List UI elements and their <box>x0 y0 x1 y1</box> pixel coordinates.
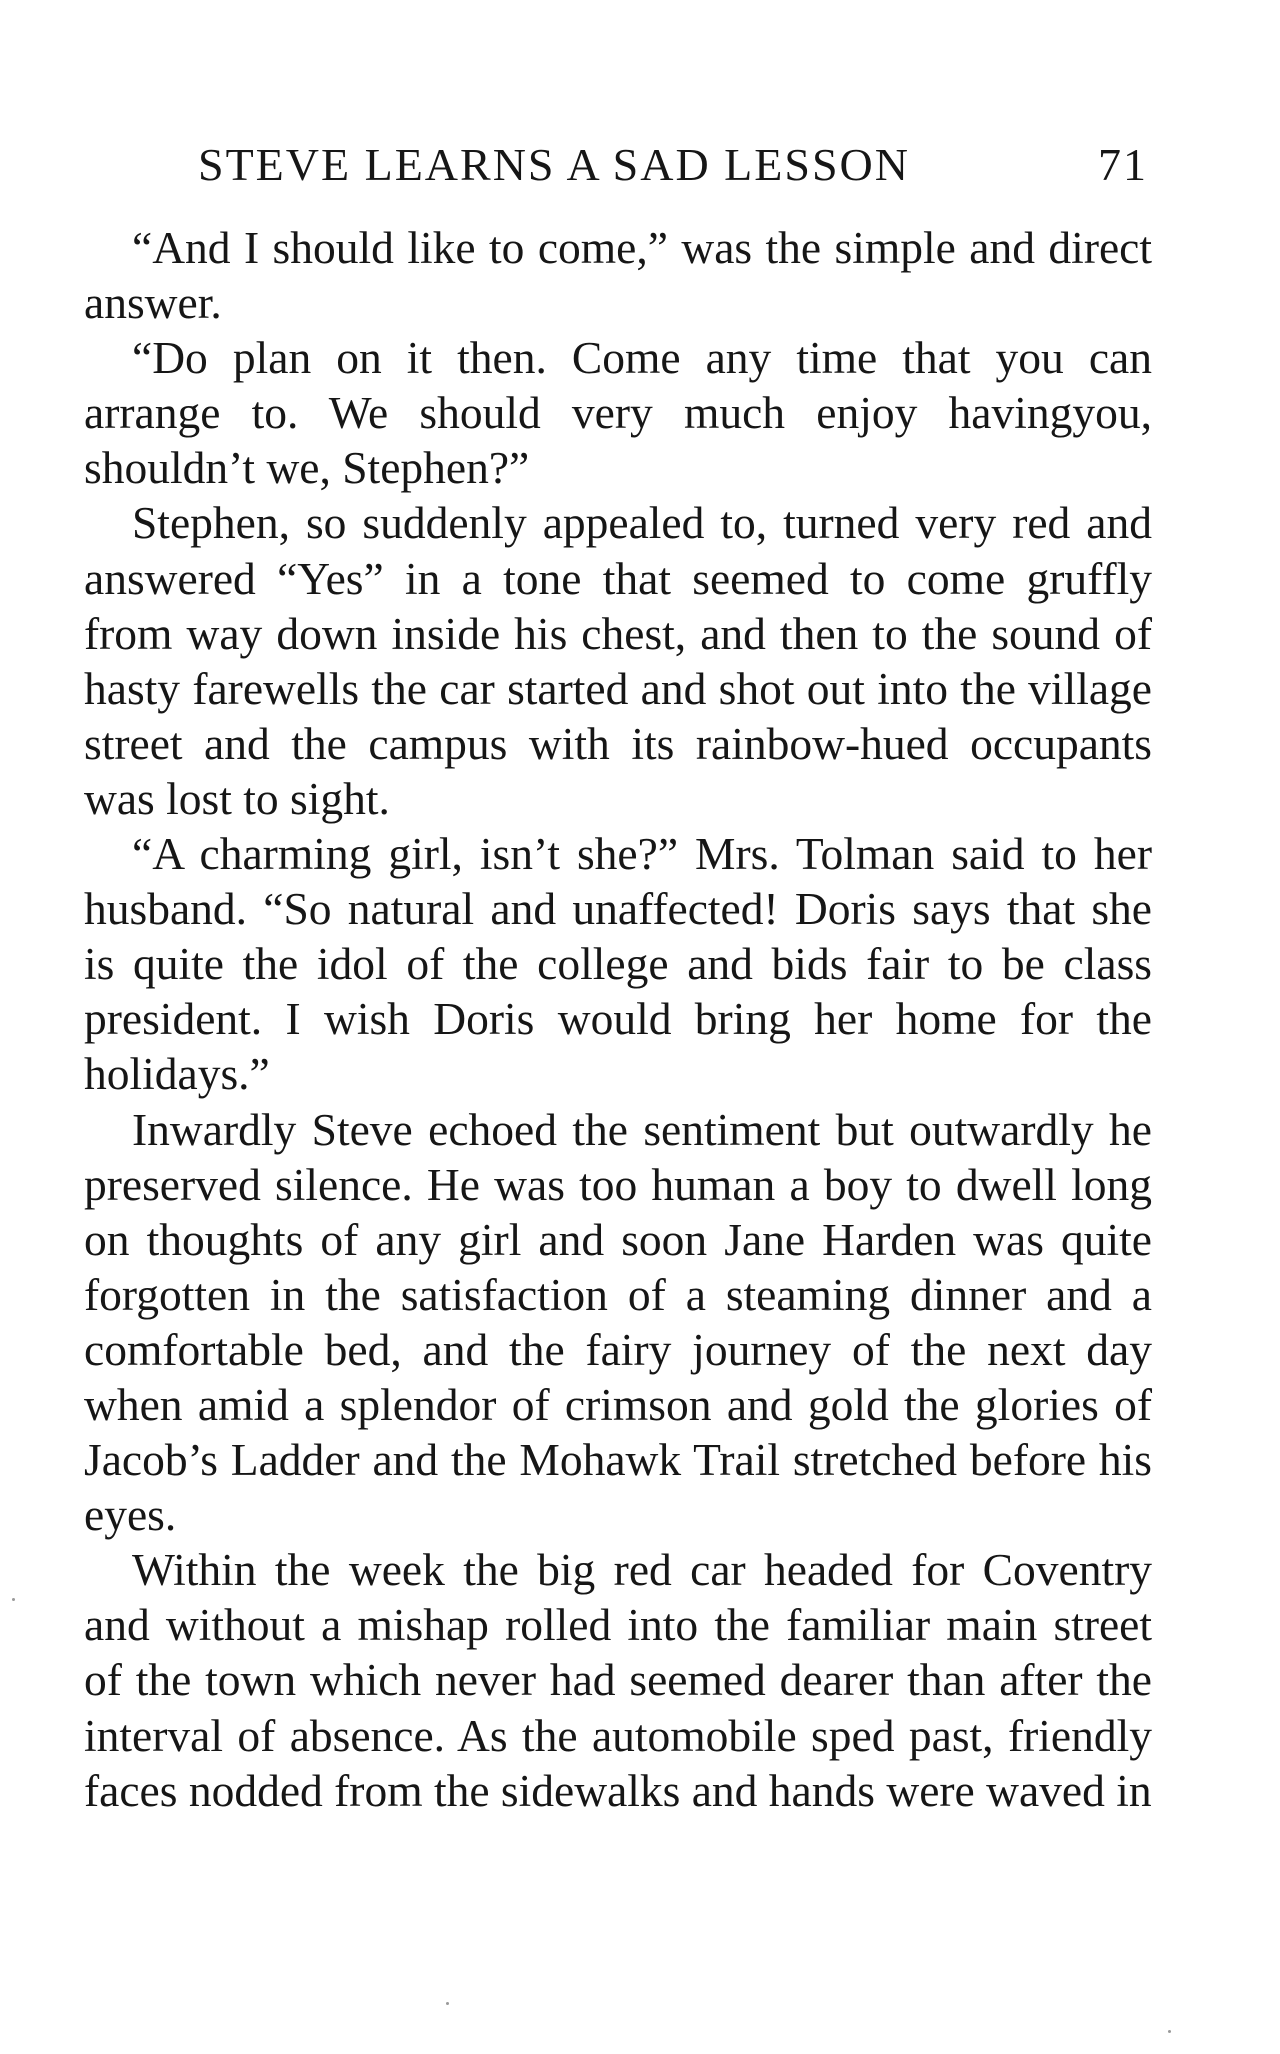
paragraph-5: Inwardly Steve echoed the sentiment but outwardly he preserved silence. He was too human a boy to dwell long on thoughts of any girl and soon Jane Harden was quite forgotten in the satisfaction of a steaming dinner and a comfortable bed, and the fairy journey of the next day when amid a splendor of crimson and gold the glories of Jacob’s Ladder and the Mohawk Trail stretched before his eyes. <box>84 1103 1152 1541</box>
page-number: 71 <box>1098 139 1148 190</box>
chapter-title: STEVE LEARNS A SAD LESSON <box>198 139 910 190</box>
running-head <box>198 138 1148 198</box>
paragraph-1: “And I should like to come,” was the simple and direct answer. <box>84 222 1152 329</box>
paragraph-2: “Do plan on it then. Come any time that you can arrange to. We should very much enjoy havingyou, shouldn’t we, Stephen?” <box>84 332 1152 494</box>
paragraph-3: Stephen, so suddenly appealed to, turned very red and answered “Yes” in a tone that seemed to come gruffly from way down inside his chest, and then to the sound of hasty farewells the car started and shot out into the village street and the campus with its rainbow-hued occupants was lost to sight. <box>84 497 1152 824</box>
body-text <box>84 220 1152 1818</box>
paragraph-6: Within the week the big red car headed for Coventry and without a mishap rolled into the familiar main street of the town which never had seemed dearer than after the interval of absence. As the automobile sped past, friendly faces nodded from the sidewalks and hands were waved in <box>84 1544 1152 1816</box>
paper-speck <box>1168 2030 1171 2033</box>
paper-speck <box>446 2002 449 2005</box>
paragraph-4: “A charming girl, isn’t she?” Mrs. Tolman said to her husband. “So natural and unaffected! Doris says that she is quite the idol of the college and bids fair to be class president. I wish Doris would bring her home for the holidays.” <box>84 828 1152 1100</box>
paper-speck <box>12 1598 15 1601</box>
